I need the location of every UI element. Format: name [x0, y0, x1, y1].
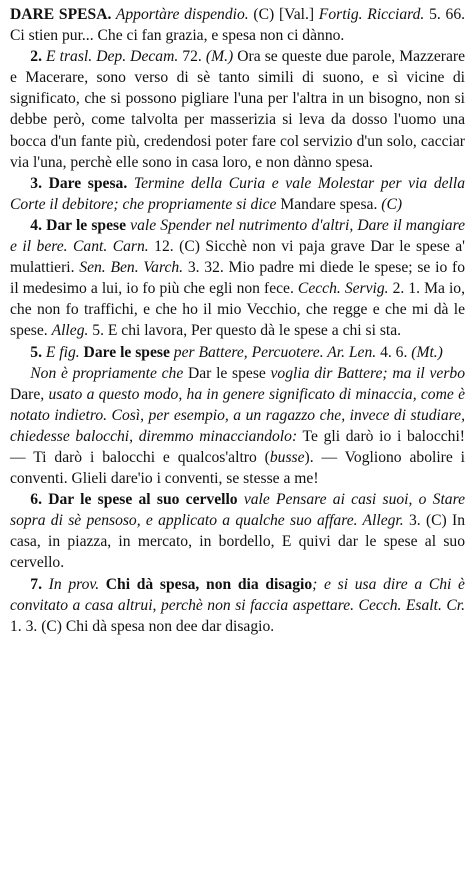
- sense-2: [10, 46, 465, 173]
- note-term: Dare: [10, 385, 41, 403]
- citation-source: Fortig. Ricciard.: [318, 6, 425, 23]
- note-text: Non è propriamente che: [30, 364, 184, 382]
- source-mark: (C): [425, 512, 447, 530]
- sense-headword: Dar le spese: [41, 216, 127, 234]
- sense-6: [10, 489, 465, 573]
- sense-number: 2.: [30, 48, 42, 66]
- source-mark: (M.): [205, 48, 234, 66]
- sense-definition: Termine della Curia e vale Molestar per via della Corte il debitore; che propriamente si dice: [10, 174, 466, 213]
- entry-headword: DARE SPESA.: [10, 6, 112, 23]
- sense-label: In prov.: [41, 575, 100, 593]
- note-text: voglia dir Battere; ma il verbo: [270, 364, 465, 382]
- sense-4: [10, 215, 465, 342]
- sense-number: 3.: [30, 174, 42, 192]
- entry-dare-spesa: [10, 4, 465, 46]
- citation-text: Mandare spesa.: [276, 195, 382, 213]
- sense-number: 7.: [30, 575, 42, 593]
- citation-source: Sen. Ben. Varch.: [79, 259, 184, 277]
- sense-number: 4.: [30, 216, 42, 234]
- citation-text: Chi dà spesa non dee dar disagio.: [61, 617, 275, 635]
- sense-7: [10, 574, 465, 637]
- citation-ref: 12.: [148, 238, 180, 256]
- note-term: Dar le spese: [183, 364, 271, 382]
- citation-text: In casa, in piazza, in mercato, in bordello, E quivi dar le spese al suo cervello.: [10, 512, 466, 572]
- sense-number: 5.: [30, 343, 42, 361]
- sense-headword: Chi dà spesa, non dia disagio: [99, 575, 313, 593]
- note-text: , usato a questo modo, ha in genere significato di minaccia, come è notato indietro. Così, per esempio, a un ragazzo che, invece di studiare, chiedesse balocchi, diremmo minacciandolo:: [10, 385, 465, 445]
- sense-definition: per Battere, Percuotere. Ar. Len.: [169, 343, 377, 361]
- sense-definition: ; e si usa dire a Chi è convitato a casa altrui, perchè non si faccia aspettare. Cecch. Esalt. Cr.: [10, 575, 465, 614]
- source-mark: (C): [381, 195, 403, 213]
- sense-number: 6.: [30, 491, 42, 509]
- citation-ref: 4. 6.: [376, 343, 412, 361]
- citation-source: Alleg.: [51, 322, 89, 340]
- editor-note: [10, 363, 465, 490]
- citation-text: Ora se queste due parole, Mazzerare e Macerare, sono verso di sè tanto simili di suono, e sì vicine di significato, che si possono pigliare l'una per l'altra in un bisogno, non si debbe però, come talvolta per masserizia si leva da dosso l'uomo una bocca d'un fante più, credendosi poter fare col servizio d'un solo, cacciar via l'una, perchè elle sono in casa loro, e non dànno spesa.: [10, 48, 466, 171]
- source-mark: (C): [253, 6, 275, 23]
- note-example: Te gli darò io i balocchi! — Ti darò i balocchi e qualcos'altro (: [10, 427, 465, 466]
- citation-ref: 72.: [178, 48, 206, 66]
- citation-text: Sicchè non vi paja grave Dar le spese a' mulattieri.: [10, 238, 465, 277]
- source-mark: (Mt.): [411, 343, 443, 361]
- sense-5: [10, 342, 465, 363]
- sense-headword: Dare spesa.: [41, 174, 128, 192]
- source-mark: (C): [179, 238, 200, 256]
- sense-definition: vale Pensare ai casi suoi, o Stare sopra di sè pensoso, e applicato a qualche suo affare. Allegr.: [10, 491, 465, 530]
- citation-text: 3. 32. Mio padre mi diede le spese; se io fo il medesimo a lui, io fo più che egli non fece.: [10, 259, 465, 298]
- sense-headword: Dare le spese: [79, 343, 170, 361]
- citation-ref: 1. 3.: [10, 617, 42, 635]
- sense-headword: Dar le spese al suo cervello: [41, 491, 238, 509]
- sense-3: [10, 173, 465, 215]
- citation-source: Cecch. Servig.: [297, 280, 389, 298]
- sense-definition: vale Spender nel nutrimento d'altri, Dare il mangiare e il bere. Cant. Carn.: [10, 216, 465, 256]
- source-mark: (C): [41, 617, 62, 635]
- entry-definition: Apportàre dispendio.: [111, 6, 254, 23]
- text: [Val.]: [274, 6, 319, 23]
- citation-ref: 3.: [403, 512, 426, 530]
- sense-label: E fig.: [41, 343, 80, 361]
- note-example: ). — Vogliono abolire i conventi. Glieli dare'io i conventi, se stesse a me!: [10, 448, 465, 488]
- note-example-italic: busse: [269, 448, 305, 466]
- citation-text: 5. E chi lavora, Per questo dà le spese a chi si sta.: [88, 322, 402, 340]
- citation-text: 5. 66. Ci stien pur... Che ci fan grazia, e spesa non ci dànno.: [10, 6, 466, 45]
- citation-text: 2. 1. Ma io, che non fo traffichi, e che ho il mio Vecchio, che regge e che mi dà le spese.: [10, 280, 465, 340]
- sense-definition: E trasl. Dep. Decam.: [41, 48, 179, 66]
